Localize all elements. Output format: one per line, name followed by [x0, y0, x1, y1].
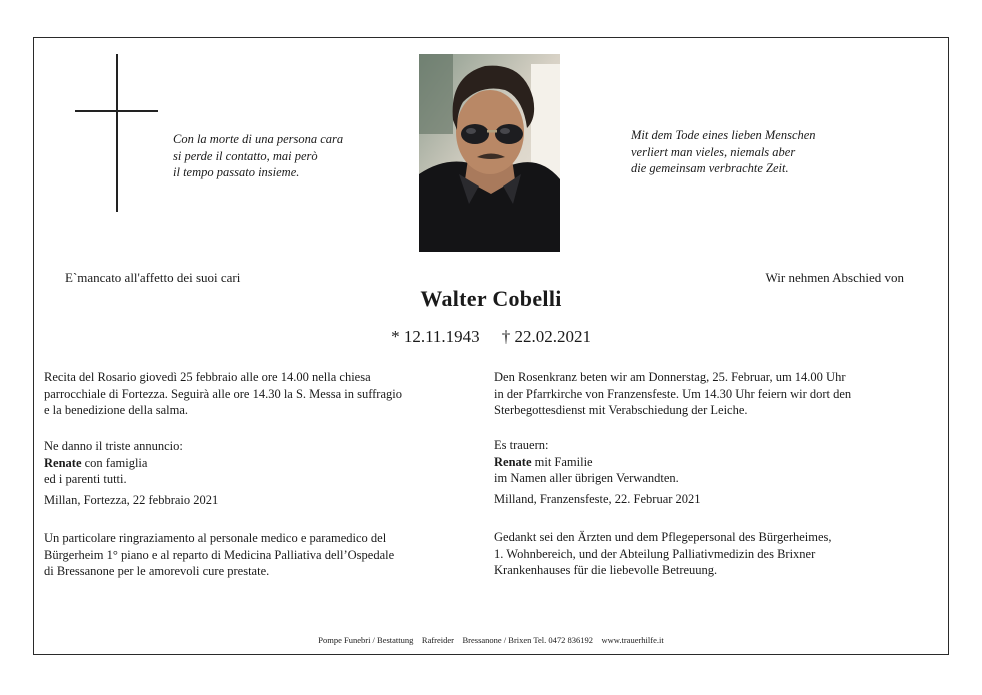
text-line: Millan, Fortezza, 22 febbraio 2021: [44, 493, 219, 507]
text-line: 1. Wohnbereich, und der Abteilung Palliativmedizin des Brixner: [494, 546, 816, 561]
text-line: in der Pfarrkirche von Franzensfeste. Um 14.30 Uhr feiern wir dort den: [494, 386, 852, 401]
italian-service-text: [44, 369, 402, 419]
death-date: † 22.02.2021: [501, 327, 591, 346]
intro-german: Wir nehmen Abschied von: [765, 270, 904, 285]
deceased-name: Walter Cobelli: [420, 286, 562, 311]
text-line: Recita del Rosario giovedì 25 febbraio alle ore 14.00 nella chiesa: [44, 370, 371, 384]
text-line: ed i parenti tutti.: [44, 472, 127, 487]
text-line: Ne danno il triste annuncio:: [44, 439, 183, 453]
text-line: im Namen aller übrigen Verwandten.: [494, 471, 679, 486]
text-line: [494, 454, 679, 471]
portrait-photo: [419, 54, 560, 252]
quote-line: verliert man vieles, niemals aber: [631, 144, 796, 159]
quote-line: die gemeinsam verbrachte Zeit.: [631, 161, 789, 175]
mourner-name: Renate: [494, 454, 532, 469]
german-thanks: [494, 529, 832, 579]
text-line: Es trauern:: [494, 438, 549, 452]
intro-italian: E`mancato all'affetto dei suoi cari: [65, 270, 241, 285]
quote-line: Mit dem Tode eines lieben Menschen: [631, 128, 816, 142]
text-line: Un particolare ringraziamento al personale medico e paramedico del: [44, 531, 387, 545]
birth-date: * 12.11.1943: [391, 327, 480, 346]
funeral-home-footer: Pompe Funebri / Bestattung Rafreider Bressanone / Brixen Tel. 0472 836192 www.trauerhilfe.it: [318, 635, 664, 645]
text-line: e la benedizione della salma.: [44, 403, 189, 418]
text-line: Bürgerheim 1° piano e al reparto di Medicina Palliativa dell’Ospedale: [44, 547, 395, 562]
italian-mourners: [44, 438, 183, 488]
german-quote: [631, 127, 816, 177]
italian-quote: [173, 131, 343, 181]
text-line: Gedankt sei den Ärzten und dem Pflegepersonal des Bürgerheimes,: [494, 530, 832, 544]
text-line: Sterbegottesdienst mit Verabschiedung der Leiche.: [494, 403, 748, 418]
german-place-date: [494, 491, 701, 508]
italian-place-date: [44, 492, 218, 509]
text-line: Milland, Franzensfeste, 22. Februar 2021: [494, 492, 701, 506]
german-service-text: [494, 369, 851, 419]
quote-line: si perde il contatto, mai però: [173, 148, 318, 163]
text-line: Krankenhauses für die liebevolle Betreuung.: [494, 563, 718, 578]
mourner-name: Renate: [44, 455, 82, 470]
text-line: parrocchiale di Fortezza. Seguirà alle ore 14.30 la S. Messa in suffragio: [44, 386, 402, 401]
german-mourners: [494, 437, 679, 487]
text-line: Den Rosenkranz beten wir am Donnerstag, 25. Februar, um 14.00 Uhr: [494, 370, 846, 384]
life-dates: [0, 327, 982, 347]
text-line: di Bressanone per le amorevoli cure prestate.: [44, 564, 270, 579]
text-fragment: mit Familie: [531, 454, 593, 469]
text-line: [44, 455, 183, 472]
italian-thanks: [44, 530, 394, 580]
quote-line: Con la morte di una persona cara: [173, 132, 344, 146]
quote-line: il tempo passato insieme.: [173, 165, 300, 179]
text-fragment: con famiglia: [81, 455, 148, 470]
